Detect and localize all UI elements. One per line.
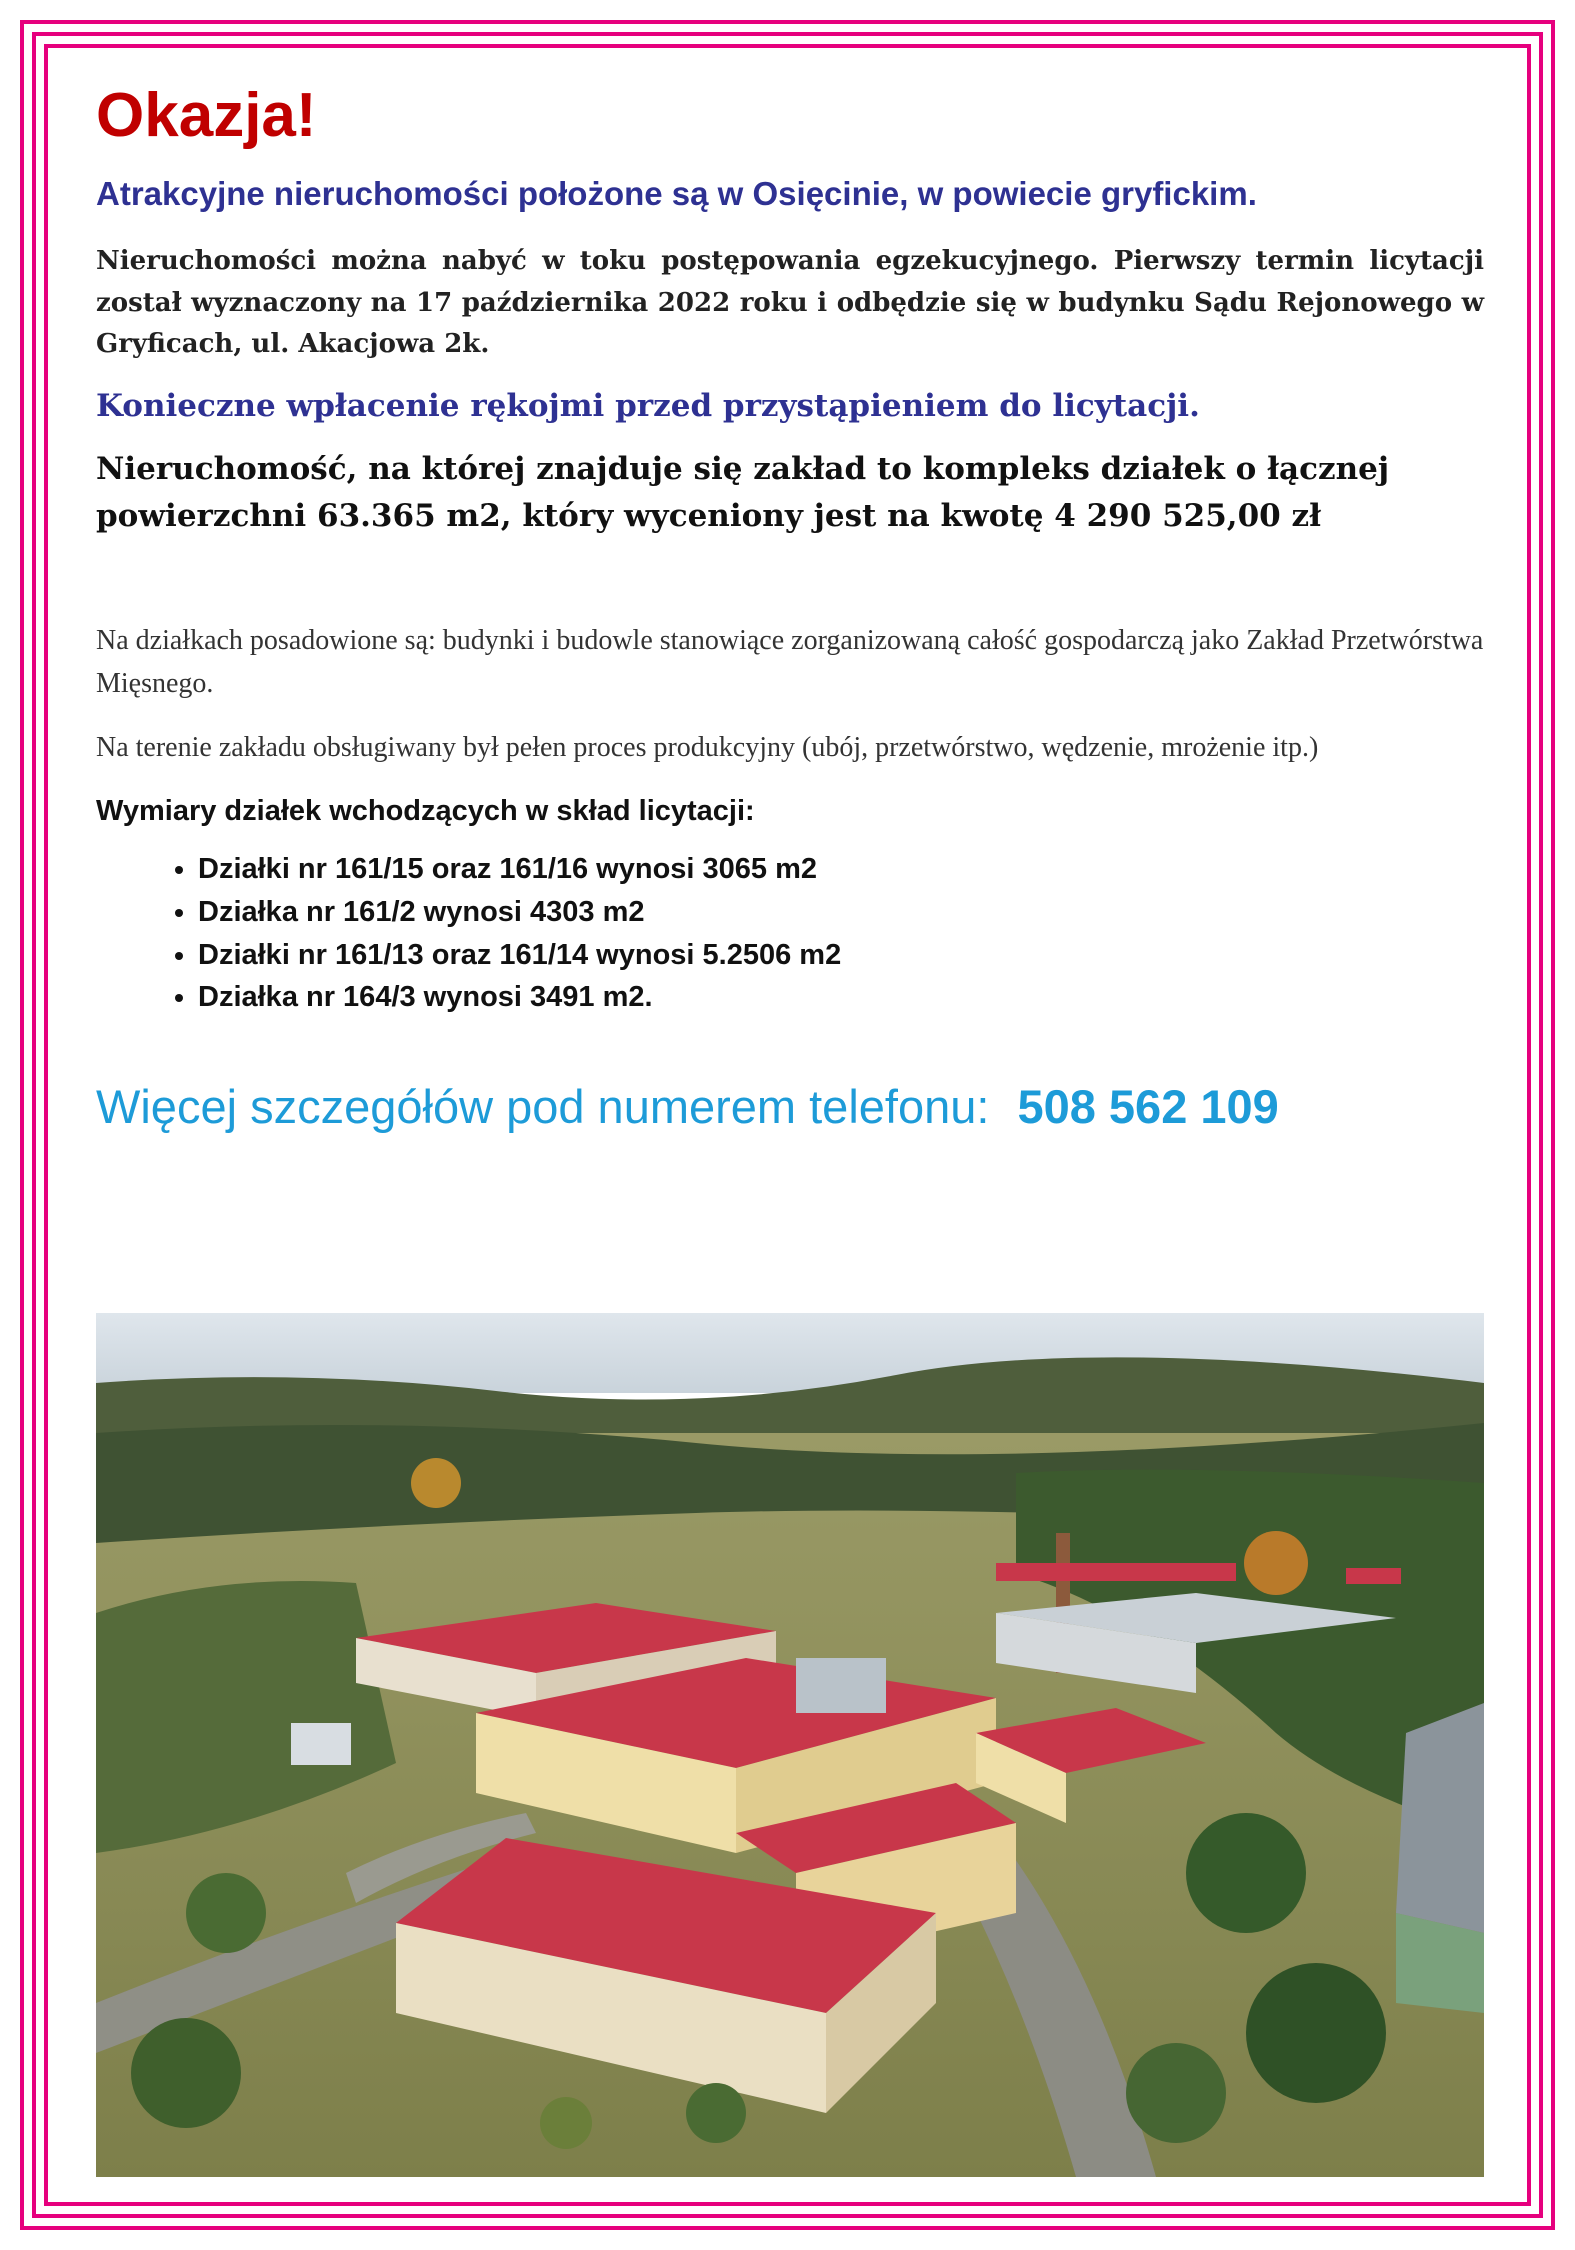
tree	[1244, 1531, 1308, 1595]
tree	[1246, 1963, 1386, 2103]
phone-number: 508 562 109	[1017, 1079, 1279, 1133]
tree	[686, 2083, 746, 2143]
description-buildings: Na działkach posadowione są: budynki i budowle stanowiące zorganizowaną całość gospodarczą jako Zakład Przetwórstwa Mięsnego.	[96, 625, 1484, 700]
property-summary: Nieruchomość, na której znajduje się zakład to kompleks działek o łącznej powierzchni 63.365 m2, który wyceniony jest na kwotę 4 290 525,00 zł	[96, 451, 1390, 534]
subtitle: Atrakcyjne nieruchomości położone są w Osięcinie, w powiecie gryfickim.	[96, 175, 1257, 213]
roof	[1396, 1703, 1484, 1933]
roof	[996, 1563, 1236, 1581]
list-item: • Działki nr 161/15 oraz 161/16 wynosi 3065 m2	[198, 848, 1484, 891]
flyer-content	[96, 72, 1484, 1134]
plots-list	[96, 848, 1484, 1019]
deposit-notice: Konieczne wpłacenie rękojmi przed przystąpieniem do licytacji.	[96, 388, 1200, 425]
list-item: • Działka nr 164/3 wynosi 3491 m2.	[198, 976, 1484, 1019]
intro-paragraph: Nieruchomości można nabyć w toku postępowania egzekucyjnego. Pierwszy termin licytacji został wyznaczony na 17 października 2022 roku i odbędzie się w budynku Sądu Rejonowego w Gryficach, ul. Akacjowa 2k.	[96, 246, 1484, 360]
contact-label: Więcej szczegółów pod numerem telefonu:	[96, 1079, 990, 1133]
roof	[1346, 1568, 1401, 1584]
tree	[1126, 2043, 1226, 2143]
dimensions-heading: Wymiary działek wchodzących w skład licytacji:	[96, 795, 755, 828]
description-production: Na terenie zakładu obsługiwany był pełen proces produkcyjny (ubój, przetwórstwo, wędzenie, mrożenie itp.)	[96, 731, 1319, 763]
contact-line	[96, 1079, 1484, 1134]
list-item: • Działki nr 161/13 oraz 161/14 wynosi 5.2506 m2	[198, 934, 1484, 977]
tree	[540, 2097, 592, 2149]
tree	[131, 2018, 241, 2128]
small-building	[291, 1723, 351, 1765]
headline: Okazja!	[96, 81, 317, 150]
rooftop-equipment	[796, 1658, 886, 1713]
tree	[411, 1458, 461, 1508]
tree	[186, 1873, 266, 1953]
tree	[1186, 1813, 1306, 1933]
aerial-photo	[96, 1313, 1484, 2177]
aerial-photo-illustration	[96, 1313, 1484, 2177]
list-item: • Działka nr 161/2 wynosi 4303 m2	[198, 891, 1484, 934]
